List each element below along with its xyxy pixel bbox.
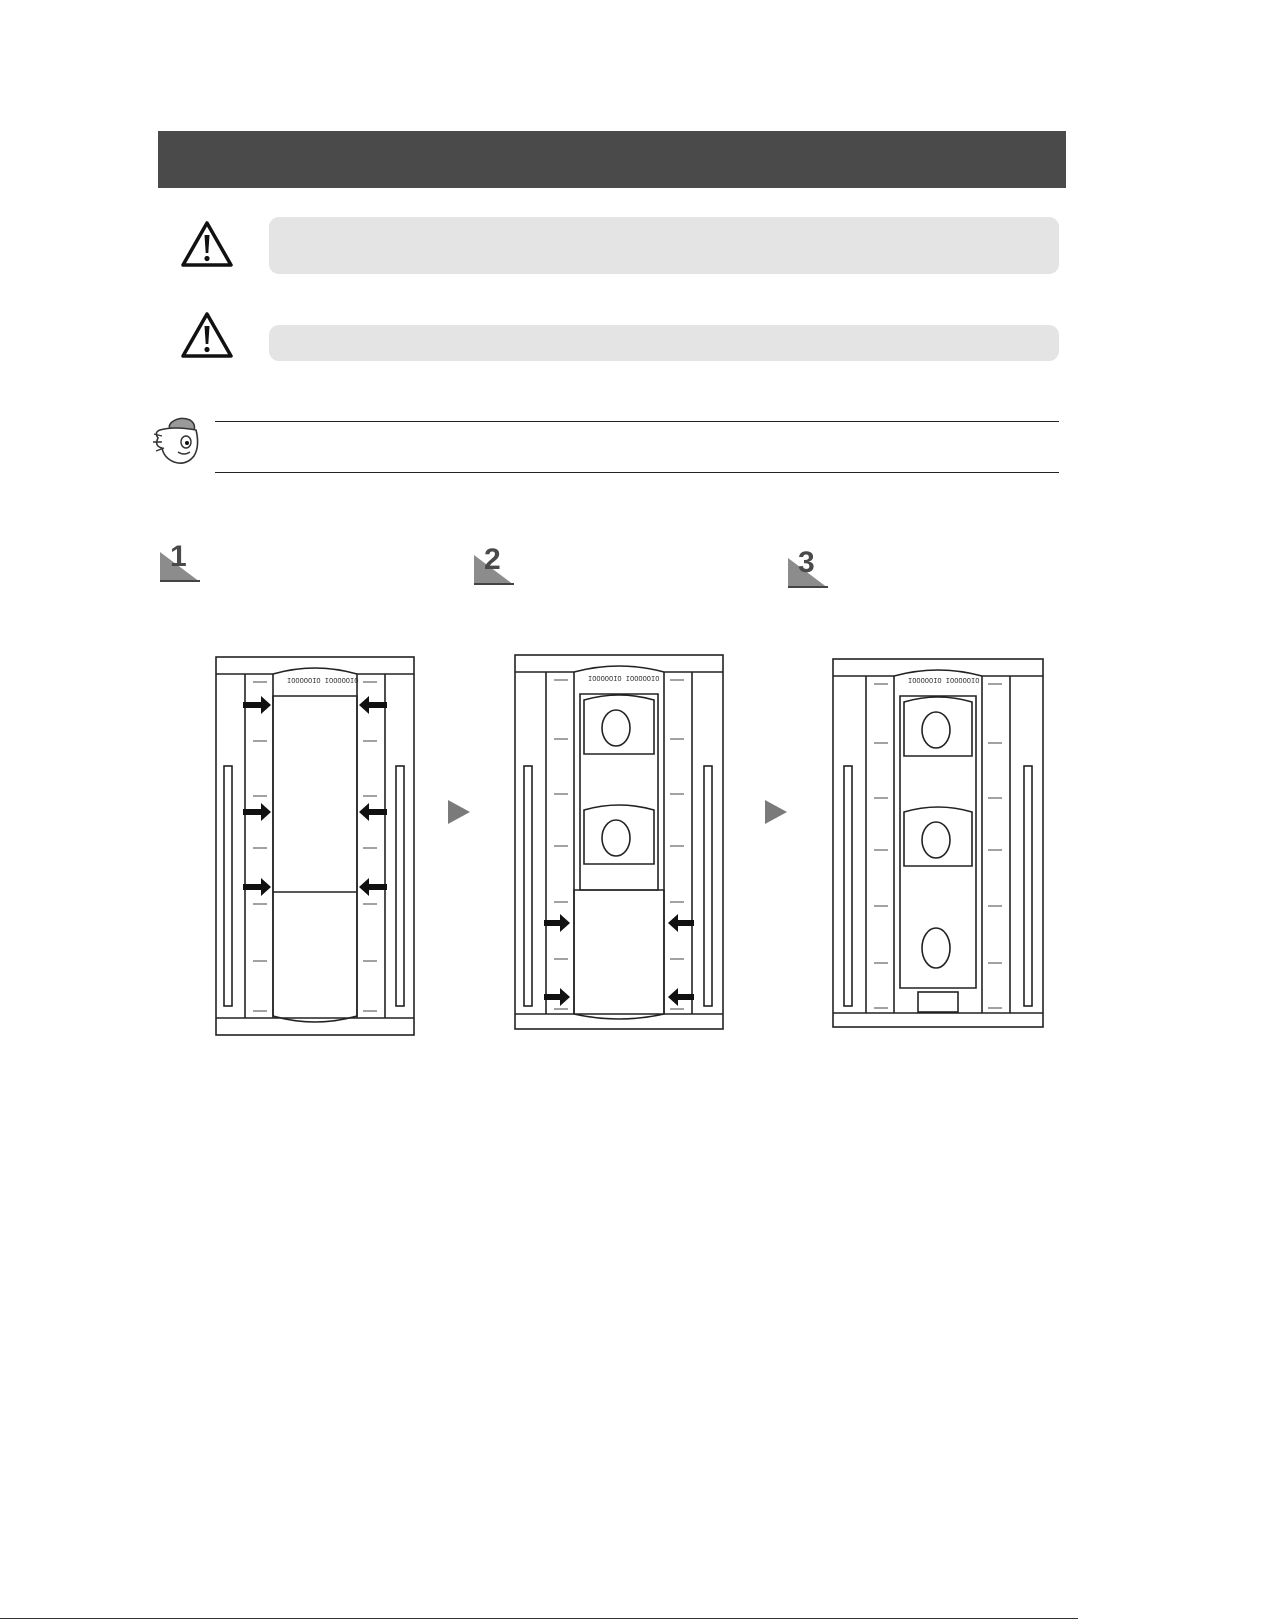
caution-triangle-icon	[180, 311, 234, 359]
play-arrow-icon	[448, 800, 470, 824]
step-badge-3	[788, 546, 832, 588]
figure-step-3	[832, 658, 1044, 1030]
tip-mascot-icon	[150, 416, 208, 468]
warning-note-box	[269, 217, 1059, 274]
tip-top-rule	[215, 421, 1059, 422]
step-number: 1	[170, 540, 187, 573]
svg-text:IOOOOOIO IOOOOOIO: IOOOOOIO IOOOOOIO	[908, 678, 980, 686]
tip-bottom-rule	[215, 472, 1059, 473]
footer-rule	[0, 1618, 1078, 1619]
figure-step-1	[215, 656, 415, 1038]
svg-text:IOOOOOIO IOOOOOIO: IOOOOOIO IOOOOOIO	[588, 676, 660, 684]
section-header-bar	[158, 131, 1066, 188]
step-badge-1	[160, 540, 204, 582]
caution-note-box	[269, 325, 1059, 361]
svg-text:IOOOOOIO IOOOOOIO: IOOOOOIO IOOOOOIO	[287, 678, 359, 686]
step-number: 2	[484, 543, 501, 576]
play-arrow-icon	[765, 800, 787, 824]
step-number: 3	[798, 546, 815, 579]
warning-triangle-icon	[180, 220, 234, 268]
step-badge-2	[474, 543, 518, 585]
figure-step-2	[514, 654, 724, 1032]
